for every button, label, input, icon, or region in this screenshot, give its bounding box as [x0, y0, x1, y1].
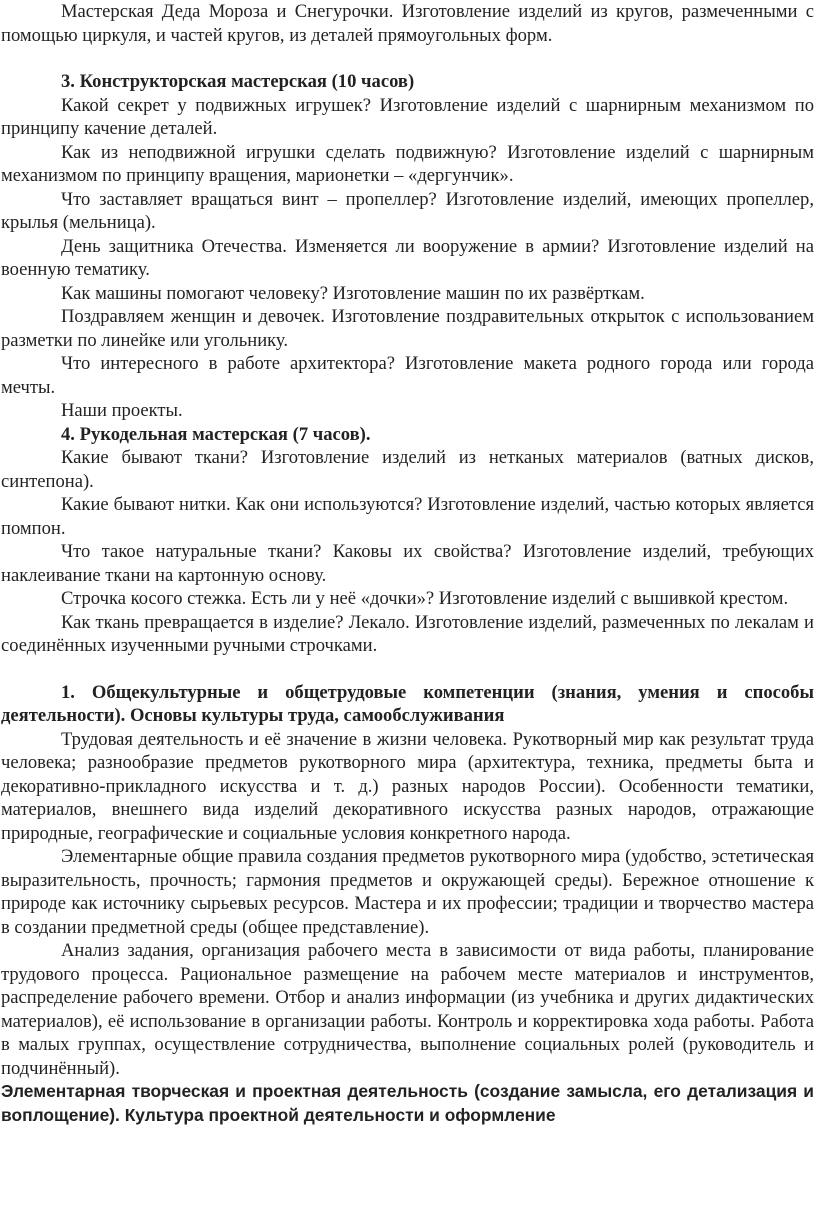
paragraph-santa-workshop: Мастерская Деда Мороза и Снегурочки. Изготовление изделий из кругов, размеченными с помощью циркуля, и частей кругов, из деталей прямоугольных форм. — [1, 1, 814, 46]
section-heading-needlework-workshop: 4. Рукодельная мастерская (7 часов). — [61, 423, 371, 445]
paragraph-labor-activity: Трудовая деятельность и её значение в жизни человека. Рукотворный мир как результат труда человека; разнообразие предметов рукотворного мира (архитектура, техника, предметы быта и декоративно-прикладного искусства и т. д.) разных народов России). Особенности тематики, материалов, внешнего вида изделий декоративного искусства разных народов, отражающие природные, географические и социальные условия конкретного народа. — [1, 728, 814, 844]
paragraph-moving-toys: Какой секрет у подвижных игрушек? Изготовление изделий с шарнирным механизмом по принципу качение деталей. — [1, 94, 814, 139]
paragraph-general-rules: Элементарные общие правила создания предметов рукотворного мира (удобство, эстетическая выразительность, прочность; гармония предметов и окружающей среды). Бережное отношение к природе как источнику сырьевых ресурсов. Мастера и их профессии; традиции и творчество мастера в создании предметной среды (общее представление). — [1, 846, 814, 938]
paragraph-threads: Какие бывают нитки. Как они используются? Изготовление изделий, частью которых является помпон. — [1, 494, 814, 539]
section-heading-construction-workshop: 3. Конструкторская мастерская (10 часов) — [61, 71, 415, 92]
paragraph-machines: Как машины помогают человеку? Изготовление машин по их развёрткам. — [61, 282, 645, 304]
section-heading-general-competencies: 1. Общекультурные и общетрудовые компетенции (знания, умения и способы деятельности). Основы культуры труда, самообслуживания — [1, 681, 814, 726]
paragraph-task-analysis: Анализ задания, организация рабочего места в зависимости от вида работы, планирование трудового процесса. Рациональное размещение на рабочем месте материалов и инструментов, распределение рабочего времени. Отбор и анализ информации (из учебника и других дидактических материалов), её использование в организации работы. Контроль и корректировка хода работы. Работа в малых группах, осуществление сотрудничества, выполнение социальных ролей (руководитель и подчинённый). — [1, 940, 814, 1079]
spacer — [1, 658, 814, 681]
paragraph-natural-fabrics: Что такое натуральные ткани? Каковы их свойства? Изготовление изделий, требующих наклеивание ткани на картонную основу. — [1, 541, 814, 586]
paragraph-defender-day: День защитника Отечества. Изменяется ли вооружение в армии? Изготовление изделий на военную тематику. — [1, 235, 814, 280]
paragraph-fabrics: Какие бывают ткани? Изготовление изделий из нетканых материалов (ватных дисков, синтепона). — [1, 447, 814, 492]
paragraph-propeller: Что заставляет вращаться винт – пропеллер? Изготовление изделий, имеющих пропеллер, крылья (мельница). — [1, 188, 814, 233]
paragraph-pattern: Как ткань превращается в изделие? Лекало. Изготовление изделий, размеченных по лекалам и соединённых изученными ручными строчками. — [1, 611, 814, 656]
paragraph-greeting-cards: Поздравляем женщин и девочек. Изготовление поздравительных открыток с использованием разметки по линейке или угольнику. — [1, 306, 814, 351]
paragraph-cross-stitch: Строчка косого стежка. Есть ли у неё «дочки»? Изготовление изделий с вышивкой крестом. — [61, 588, 789, 609]
paragraph-movable-toy: Как из неподвижной игрушки сделать подвижную? Изготовление изделий с шарнирным механизмом по принципу вращения, марионетки – «дергунчик». — [1, 141, 814, 186]
spacer — [1, 47, 814, 70]
paragraph-architect: Что интересного в работе архитектора? Изготовление макета родного города или города мечты. — [1, 353, 814, 398]
paragraph-projects: Наши проекты. — [61, 400, 183, 421]
section-heading-creative-project-activity: Элементарная творческая и проектная деятельность (создание замысла, его детализация и воплощение). Культура проектной деятельности и оформление — [1, 1081, 814, 1125]
